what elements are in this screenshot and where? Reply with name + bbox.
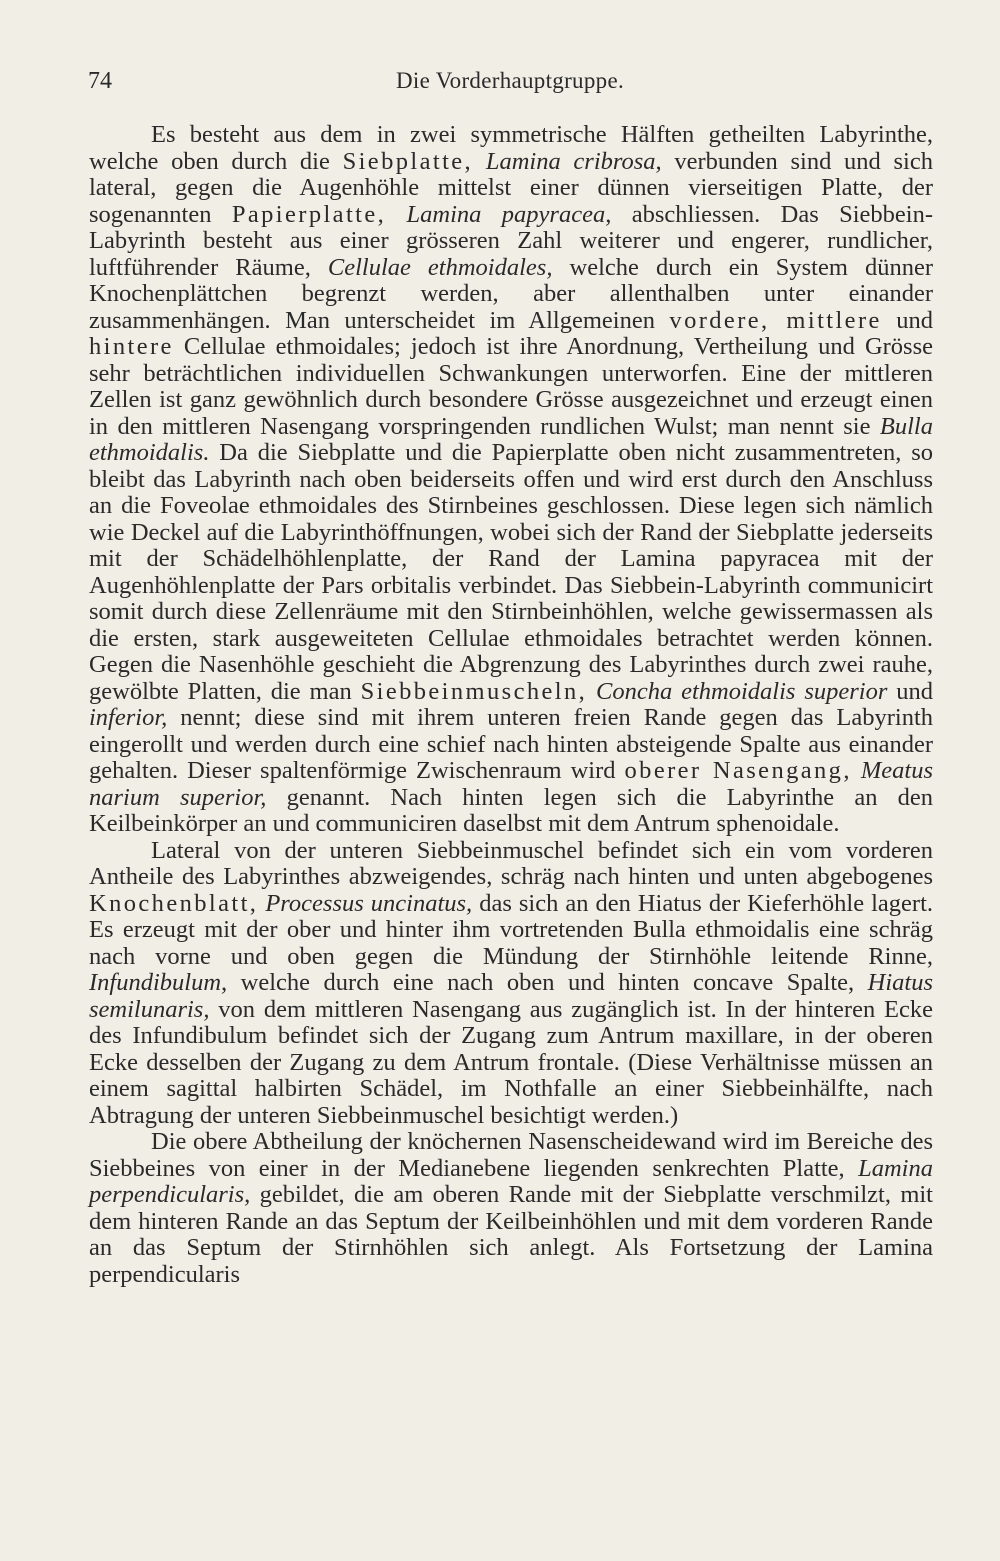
page-number: 74 <box>88 68 112 94</box>
running-head: Die Vorderhauptgruppe. <box>395 68 625 93</box>
spaced-term: Papierplatte, <box>231 200 387 228</box>
text-run: abschliessen. Das Siebbein-Labyrinth besteht aus einer grösseren Zahl weiterer und engerer, rundlicher, luftführender Räume, <box>89 200 934 281</box>
spaced-term: oberer Nasengang, <box>624 757 852 784</box>
text-run: verbunden sind und sich lateral, gegen die Augenhöhle mittelst einer dünnen vierseitigen Platte, der sogenannten <box>89 147 933 228</box>
text-run: Lateral von der unteren Siebbeinmuschel befindet sich ein vom vorderen Antheile des Labyrinthes abzweigendes, schräg nach hinten und unten abgebogenes <box>89 836 933 890</box>
latin-term: Lamina cribrosa, <box>485 147 662 175</box>
text-run: und <box>887 677 933 705</box>
latin-term: Lamina perpendicularis, <box>89 1154 933 1208</box>
latin-term: inferior, <box>89 704 168 731</box>
text-run: Cellulae ethmoidales; jedoch ist ihre Anordnung, Vertheilung und Grösse sehr beträchtlichen individuellen Schwankungen unterworfen. Eine der mittleren Zellen ist ganz gewöhnlich durch besondere Grösse ausgezeichnet und erzeugt einen in den mittleren Nasengang vorspringenden rundlichen Wulst; man nennt sie <box>89 333 933 440</box>
text-run <box>473 148 486 175</box>
text-run: und <box>881 306 933 334</box>
text-run: nennt; diese sind mit ihrem unteren freien Rande gegen das Labyrinth eingerollt und werden durch eine schief nach hinten absteigende Spalte aus einander gehalten. Dieser spaltenförmige Zwischenraum wird <box>89 704 933 784</box>
text-run <box>587 678 596 705</box>
text-run: gebildet, die am oberen Rande mit der Siebplatte verschmilzt, mit dem hinteren Rande an das Septum der Keilbeinhöhlen und mit dem vorderen Rande an das Septum der Stirnhöhlen sich anlegt. Als Fortsetzung der Lamina perpendicularis <box>89 1181 933 1288</box>
text-run: Da die Siebplatte und die Papierplatte oben nicht zusammentreten, so bleibt das Labyrinth nach oben beiderseits offen und wird erst durch den Anschluss an die Foveolae ethmoidales des Stirnbeines geschlossen. Diese legen sich nämlich wie Deckel auf die Labyrinthöffnungen, wobei sich der Rand der Siebplatte jederseits mit der Schädelhöhlenplatte, der Rand der Lamina papyracea mit der Augenhöhlenplatte der Pars orbitalis verbindet. Das Siebbein-Labyrinth communicirt somit durch diese Zellenräume mit den Stirnbeinhöhlen, welche gewissermassen als die ersten, stark ausgeweiteten Cellulae ethmoidales betrachtet werden können. Gegen die Nasenhöhle geschieht die Abgrenzung des Labyrinthes durch zwei rauhe, gewölbte Platten, die man <box>89 439 933 705</box>
text-run: Es besteht aus dem in zwei symmetrische Hälften getheilten Labyrinthe, welche oben durch die <box>89 121 933 175</box>
text-run: welche durch eine nach oben und hinten concave Spalte, <box>227 969 868 996</box>
text-run <box>386 201 406 228</box>
paragraph <box>89 122 933 838</box>
latin-term: Concha ethmoidalis superior <box>596 677 888 705</box>
latin-term: Hiatus semilunaris, <box>89 969 933 1023</box>
text-run: Die obere Abtheilung der knöchernen Nasenscheidewand wird im Bereiche des Siebbeines von einer in der Medianebene liegenden senkrechten Platte, <box>89 1128 933 1182</box>
text-run: das sich an den Hiatus der Kieferhöhle lagert. Es erzeugt mit der ober und hinter ihm vortretenden Bulla ethmoidalis eine schräg nach vorne und oben gegen die Mündung der Stirnhöhle leitende Rinne, <box>89 889 934 970</box>
paragraph <box>89 1129 933 1288</box>
page-header <box>88 68 932 102</box>
text-run: von dem mittleren Nasengang aus zugänglich ist. In der hinteren Ecke des Infundibulum befindet sich der Zugang zum Antrum maxillare, in der oberen Ecke desselben der Zugang zu dem Antrum frontale. (Diese Verhältnisse müssen an einem sagittal halbirten Schädel, im Nothfalle an einer Siebbeinhälfte, nach Abtragung der unteren Siebbeinmuschel besichtigt werden.) <box>89 995 933 1129</box>
text-run <box>852 757 861 784</box>
latin-term: Infundibulum, <box>89 969 228 996</box>
text-run: genannt. Nach hinten legen sich die Labyrinthe an den Keilbeinkörper an und communiciren daselbst mit dem Antrum sphenoidale. <box>89 783 933 837</box>
latin-term: Bulla ethmoidalis. <box>89 412 933 466</box>
body-text <box>89 122 933 1288</box>
spaced-term: Knochenblatt, <box>89 889 259 917</box>
latin-term: Lamina papyracea, <box>406 200 612 228</box>
spaced-term: Siebbeinmuscheln, <box>360 677 588 705</box>
latin-term: Processus uncinatus, <box>265 889 473 917</box>
spaced-term: Siebplatte, <box>342 147 474 175</box>
latin-term: Meatus narium superior, <box>89 757 933 811</box>
latin-term: Cellulae ethmoidales, <box>327 253 553 281</box>
text-run: welche durch ein System dünner Knochenplättchen begrenzt werden, aber allenthalben unter einander zusammenhängen. Man unterscheidet im Allgemeinen <box>89 253 933 334</box>
spaced-term: vordere, mittlere <box>669 306 882 334</box>
paragraph <box>89 838 933 1130</box>
spaced-term: hintere <box>89 333 174 360</box>
